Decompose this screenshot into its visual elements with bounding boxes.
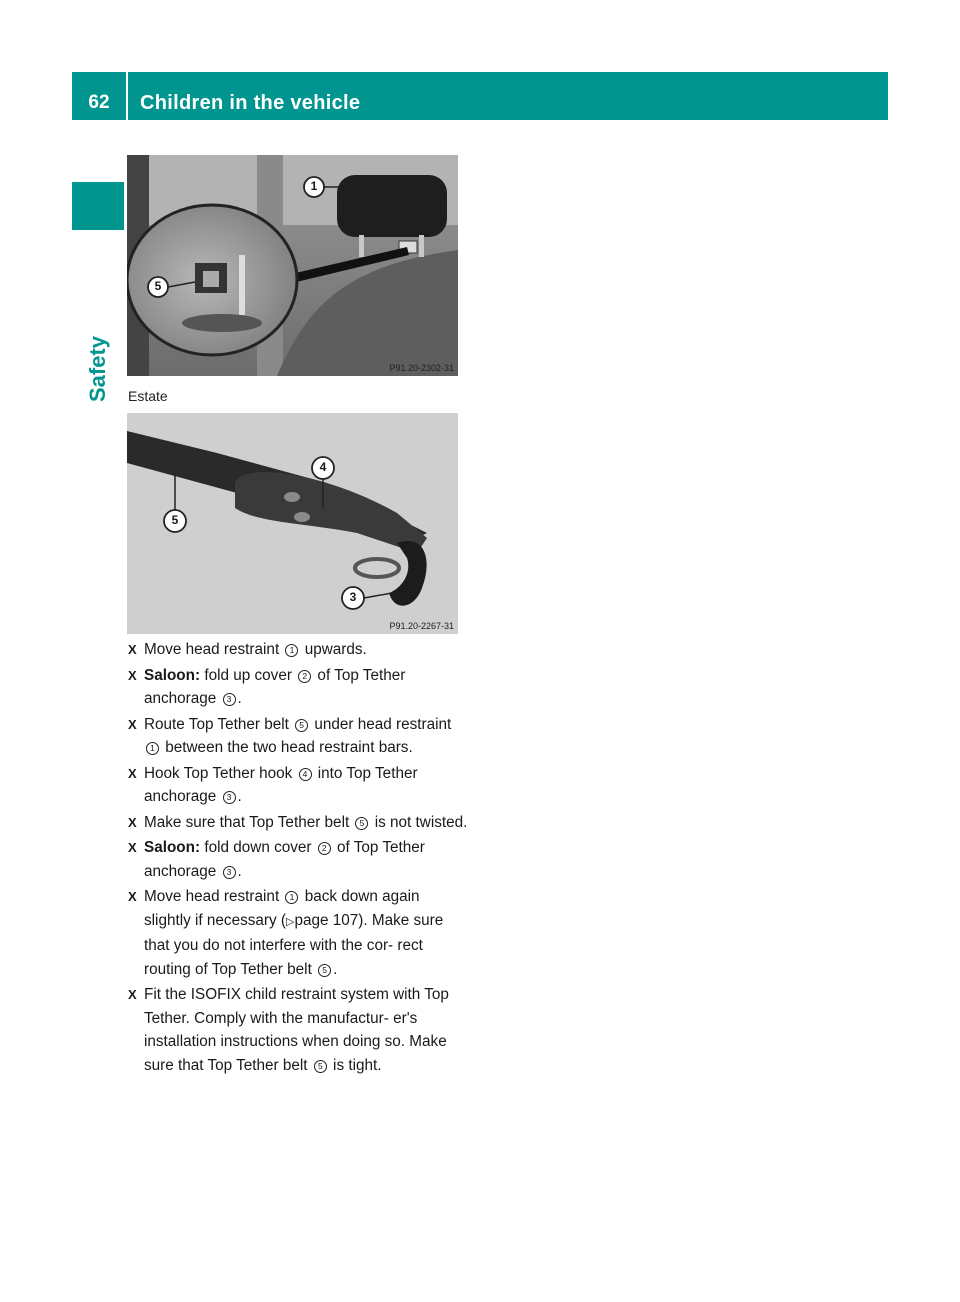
step-marker-icon: X — [128, 642, 137, 657]
callout-1: 1 — [310, 179, 318, 193]
callout-ref: 5 — [355, 817, 368, 830]
callout-ref: 5 — [295, 719, 308, 732]
instruction-step: X Route Top Tether belt 5 under head restraint 1 between the two head restraint bars. — [128, 713, 468, 760]
header-divider — [126, 72, 128, 120]
section-marker — [72, 182, 124, 230]
callout-ref: 1 — [146, 742, 159, 755]
instruction-step: X Hook Top Tether hook 4 into Top Tether anchorage 3 . — [128, 762, 468, 809]
callout-ref: 3 — [223, 693, 236, 706]
callout-ref: 5 — [318, 964, 331, 977]
page-title: Children in the vehicle — [140, 92, 361, 114]
callout-ref: 1 — [285, 891, 298, 904]
step-marker-icon: X — [128, 840, 137, 855]
step-label: Saloon: — [144, 839, 201, 856]
instruction-step: X Saloon: fold up cover 2 of Top Tether anchorage 3 . — [128, 664, 468, 711]
step-marker-icon: X — [128, 716, 137, 732]
step-marker-icon: X — [128, 765, 137, 781]
callout-ref: 2 — [298, 670, 311, 683]
figure-code: P91.20-2267-31 — [389, 621, 454, 631]
section-label: Safety — [85, 335, 110, 403]
instruction-step: X Fit the ISOFIX child restraint system with Top Tether. Comply with the manufactur- er's installation instructions when doing so. Make sure that Top Tether belt 5 is tight. — [128, 983, 468, 1077]
step-marker-icon: X — [128, 667, 137, 683]
instruction-step: X Move head restraint 1 back down again slightly if necessary (▷page 107). Make sure that you do not interfere with the cor- rect routing of Top Tether belt 5 . — [128, 885, 468, 981]
callout-ref: 2 — [318, 842, 331, 855]
page-number: 62 — [88, 92, 110, 113]
step-marker-icon: X — [128, 987, 137, 1002]
callout-ref: 4 — [299, 768, 312, 781]
step-label: Saloon: — [144, 666, 201, 684]
callout-ref: 1 — [285, 644, 298, 657]
step-marker-icon: X — [128, 889, 137, 904]
callout-3: 3 — [349, 590, 357, 604]
figure-top-tether-hook — [127, 413, 458, 634]
callout-ref: 3 — [223, 791, 236, 804]
callout-4: 4 — [319, 460, 327, 474]
figure-estate-head-restraint — [127, 155, 458, 376]
figure-code: P91.20-2302-31 — [389, 363, 454, 373]
instruction-step: X Saloon: fold down cover 2 of Top Tether anchorage 3 . — [128, 836, 468, 883]
instruction-step: X Move head restraint 1 upwards. — [128, 638, 468, 662]
callout-ref: 3 — [223, 866, 236, 879]
step-marker-icon: X — [128, 814, 137, 830]
page-reference-icon: ▷ — [285, 915, 295, 928]
callout-ref: 5 — [314, 1060, 327, 1073]
callout-5: 5 — [171, 513, 179, 527]
figure-caption: Estate — [128, 388, 168, 404]
instruction-list — [128, 638, 468, 1079]
instruction-step: X Make sure that Top Tether belt 5 is not twisted. — [128, 811, 468, 835]
callout-5: 5 — [154, 279, 162, 293]
